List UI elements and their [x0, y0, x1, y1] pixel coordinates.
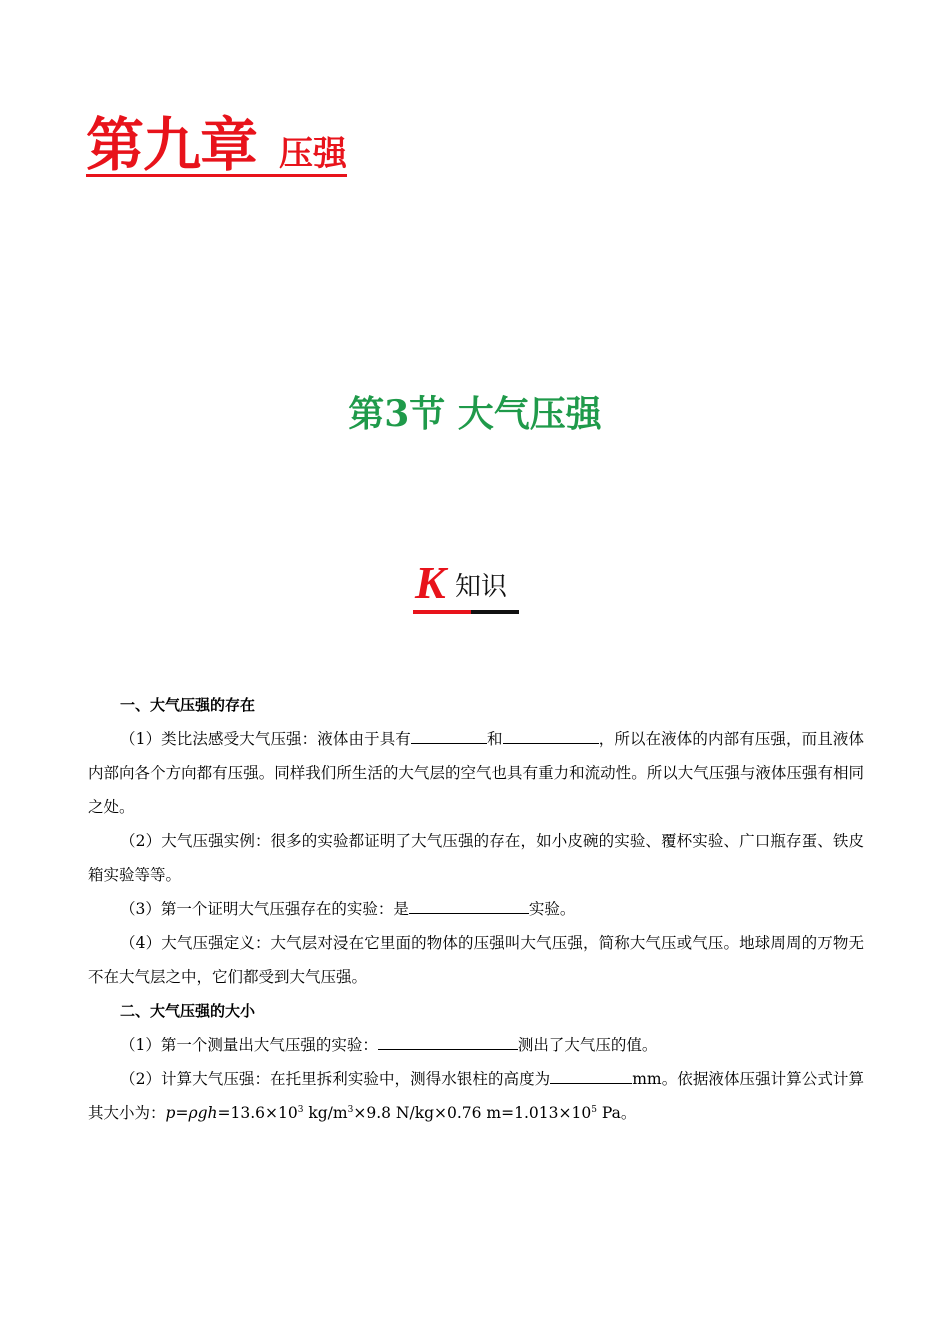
fill-blank-3[interactable] — [409, 895, 529, 914]
knowledge-label: 知识 — [455, 572, 508, 602]
part1-paragraph-4: （4）大气压强定义：大气层对浸在它里面的物体的压强叫大气压强，简称大气压或气压。地球周周的万物无不在大气层之中，它们都受到大气压强。 — [88, 934, 864, 986]
formula-text: ×9.8 N/kg×0.76 m=1.013×10 — [353, 1104, 592, 1122]
formula-text: Pa。 — [596, 1104, 637, 1122]
formula-exponent: 5 — [591, 1105, 597, 1115]
formula-p: p — [165, 1104, 176, 1122]
text-span: （1）类比法感受大气压强：液体由于具有 — [120, 730, 411, 748]
part1-paragraph-1 — [88, 722, 864, 824]
knowledge-badge — [413, 557, 519, 616]
section-title: 第3节 大气压强 — [348, 393, 602, 435]
chapter-title: 压强 — [279, 134, 348, 174]
chapter-heading — [86, 111, 348, 179]
formula-rho-g-h: ρgh — [188, 1104, 218, 1122]
fill-blank-1[interactable] — [411, 725, 487, 744]
formula-text: kg/m — [303, 1104, 348, 1122]
part2-paragraph-2 — [88, 1062, 864, 1130]
part2-heading: 二、大气压强的大小 — [120, 1002, 256, 1020]
formula-exponent: 3 — [347, 1105, 354, 1115]
chapter-number: 第九章 — [86, 111, 258, 179]
formula-text: =13.6×10 — [217, 1104, 298, 1122]
part1-heading: 一、大气压强的存在 — [120, 696, 256, 714]
fill-blank-2[interactable] — [503, 725, 599, 744]
text-span: 和 — [486, 730, 503, 748]
knowledge-underline-red — [413, 610, 471, 614]
part2-paragraph-1 — [88, 1028, 864, 1062]
text-span: （1）第一个测量出大气压强的实验： — [120, 1036, 378, 1054]
fill-blank-4[interactable] — [378, 1031, 518, 1050]
knowledge-underline-black — [471, 610, 519, 614]
part1-paragraph-2: （2）大气压强实例：很多的实验都证明了大气压强的存在，如小皮碗的实验、覆杯实验、广口瓶存蛋、铁皮箱实验等等。 — [88, 832, 864, 884]
text-span: （2）计算大气压强：在托里拆利实验中，测得水银柱的高度为 — [120, 1070, 551, 1088]
knowledge-k-letter: K — [415, 557, 446, 608]
content-body — [88, 688, 864, 1130]
text-span: ，所以在液体的内部有压强，而且液体内部向各个方向都有压强。同样我们所生活的大气层的空气也具有重力和流动性。所以大气压强与液体压强有相同之处。 — [88, 730, 864, 816]
text-span: 实验。 — [528, 900, 576, 918]
fill-blank-5[interactable] — [550, 1065, 632, 1084]
formula-exponent: 3 — [297, 1105, 304, 1115]
text-span: （3）第一个证明大气压强存在的实验：是 — [120, 900, 409, 918]
formula-eq: = — [175, 1104, 189, 1122]
text-span: mm。依据液体压强计算公式计算其大小为： — [88, 1070, 864, 1122]
part1-paragraph-3 — [88, 892, 864, 926]
text-span: 测出了大气压的值。 — [517, 1036, 658, 1054]
